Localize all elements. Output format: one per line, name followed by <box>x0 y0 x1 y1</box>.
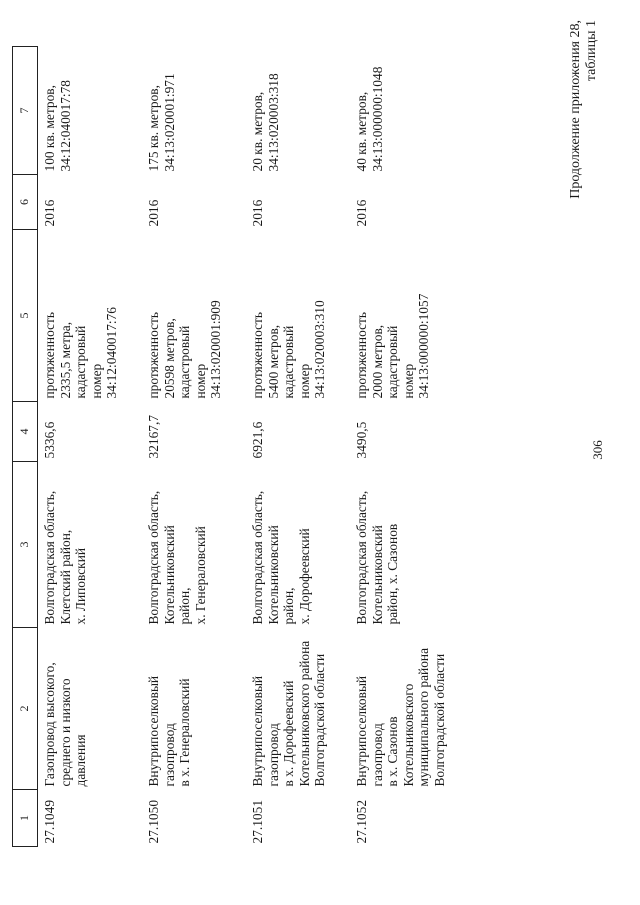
row-number: 27.1051 <box>250 799 265 844</box>
row-number: 27.1050 <box>146 799 161 844</box>
land-plot: 175 кв. метров, 34:13:020001:971 <box>146 73 177 172</box>
object-name: Газопровод высокого, среднего и низкого давления <box>42 662 89 787</box>
table-row <box>142 47 246 847</box>
land-plot: 40 кв. метров, 34:13:000000:1048 <box>354 66 385 172</box>
object-value: 5336,6 <box>42 421 57 459</box>
object-value: 32167,7 <box>146 414 161 459</box>
object-characteristics: протяженность 20598 метров, кадастровый номер 34:13:020001:909 <box>146 300 224 399</box>
land-plot: 100 кв. метров, 34:12:040017:78 <box>42 79 73 172</box>
object-address: Волгоградская область, Котельниковский район, х. Сазонов <box>354 490 401 625</box>
column-header: 5 <box>13 230 38 402</box>
row-number: 27.1052 <box>354 799 369 844</box>
column-header: 3 <box>13 462 38 628</box>
continuation-line-2: таблицы 1 <box>584 20 599 82</box>
object-characteristics: протяженность 2000 метров, кадастровый номер 34:13:000000:1057 <box>354 293 432 399</box>
object-address: Волгоградская область, Котельниковский район, х. Генераловский <box>146 490 208 625</box>
land-plot: 20 кв. метров, 34:13:020003:318 <box>250 73 281 172</box>
data-table <box>12 46 454 847</box>
object-year: 2016 <box>42 199 57 227</box>
object-year: 2016 <box>146 199 161 227</box>
object-name: Внутрипоселковый газопровод в х. Генераловский <box>146 675 193 787</box>
table-row <box>350 47 454 847</box>
object-characteristics: протяженность 5400 метров, кадастровый номер 34:13:020003:310 <box>250 300 328 399</box>
table-row <box>38 47 143 847</box>
object-name: Внутрипоселковый газопровод в х. Дорофеевский Котельниковского района Волгоградской области <box>250 640 328 787</box>
column-header: 2 <box>13 628 38 790</box>
object-address: Волгоградская область, Клетский район, х. Липовский <box>42 490 89 625</box>
object-characteristics: протяженность 2335,5 метра, кадастровый номер 34:12:040017:76 <box>42 306 120 399</box>
continuation-line-1: Продолжение приложения 28, <box>568 20 583 199</box>
object-name: Внутрипоселковый газопровод в х. Сазонов Котельниковского муниципального района Волгоградской области <box>354 647 447 787</box>
column-header: 1 <box>13 790 38 847</box>
column-header: 7 <box>13 47 38 175</box>
object-value: 3490,5 <box>354 421 369 459</box>
column-header: 6 <box>13 175 38 230</box>
row-number: 27.1049 <box>42 799 57 844</box>
object-year: 2016 <box>354 199 369 227</box>
object-year: 2016 <box>250 199 265 227</box>
table-row <box>246 47 350 847</box>
page-number: 306 <box>590 440 605 460</box>
object-address: Волгоградская область, Котельниковский район, х. Дорофеевский <box>250 490 312 625</box>
object-value: 6921,6 <box>250 421 265 459</box>
column-header: 4 <box>13 402 38 462</box>
continuation-note <box>568 20 600 199</box>
table-header-row <box>13 47 38 847</box>
